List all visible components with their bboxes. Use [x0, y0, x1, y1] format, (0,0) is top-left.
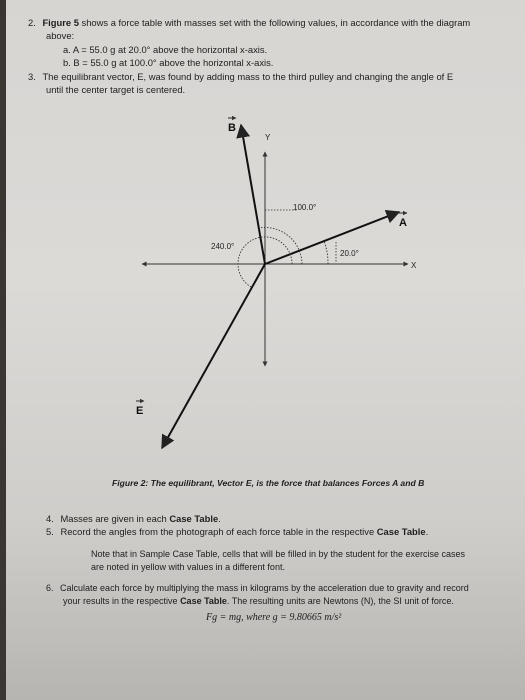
vector-b — [241, 125, 265, 264]
label-e: E — [136, 405, 144, 417]
item-6-line-2-a: your results in the respective — [63, 596, 181, 606]
item-4 — [46, 513, 221, 525]
note-line-1: Note that in Sample Case Table, cells that will be filled in by the student for the exercise cases — [91, 549, 466, 559]
item-2b: b. B = 55.0 g at 100.0° above the horizontal x-axis. — [63, 57, 274, 68]
item-5-bold: Case Table — [376, 526, 426, 537]
angle-label-100: 100.0° — [293, 203, 317, 212]
item-3-number: 3. — [28, 71, 36, 82]
item-3-line-2: until the center target is centered. — [46, 84, 186, 95]
item-4-bold: Case Table — [169, 513, 219, 524]
vector-a — [265, 212, 399, 264]
item-2-line-2: above: — [46, 30, 75, 41]
item-5 — [46, 526, 428, 538]
label-x: X — [411, 261, 417, 270]
item-4-number: 4. — [46, 513, 54, 524]
item-5-end: . — [425, 526, 429, 537]
document-page — [6, 0, 525, 700]
vector-e — [162, 264, 265, 448]
item-6-text: Calculate each force by multiplying the mass in kilograms by the acceleration due to gravity and record — [60, 583, 469, 593]
item-6-line-2-b: . The resulting units are Newtons (N), the SI unit of force. — [226, 596, 454, 606]
item-4-end: . — [218, 513, 221, 524]
angle-arc-20 — [324, 241, 328, 264]
figure-caption: Figure 2: The equilibrant, Vector E, is the force that balances Forces A and B — [112, 478, 425, 488]
item-6-line-2 — [63, 595, 454, 607]
label-a: A — [399, 217, 407, 229]
gravity-formula: Fg = mg, where g = 9.80665 m/s² — [206, 612, 342, 623]
angle-label-240: 240.0° — [211, 242, 235, 251]
figure-5-reference: Figure 5 — [42, 17, 79, 28]
item-2-number: 2. — [28, 17, 36, 28]
item-6-line-1 — [46, 582, 469, 594]
item-5-number: 5. — [46, 526, 54, 537]
item-5-text: Record the angles from the photograph of each force table in the respective — [60, 526, 377, 537]
item-2-text: shows a force table with masses set with the following values, in accordance with the diagram — [78, 17, 471, 28]
note-line-2: are noted in yellow with values in a different font. — [91, 562, 285, 572]
item-6-number: 6. — [46, 583, 54, 593]
angle-label-20: 20.0° — [340, 249, 359, 258]
label-b: B — [228, 122, 236, 134]
item-6-bold: Case Table — [180, 596, 227, 606]
item-3-text: The equilibrant vector, E, was found by adding mass to the third pulley and changing the angle of E — [42, 71, 454, 82]
item-4-text: Masses are given in each — [60, 513, 170, 524]
label-y: Y — [265, 133, 271, 142]
item-2a: a. A = 55.0 g at 20.0° above the horizontal x-axis. — [63, 44, 268, 55]
